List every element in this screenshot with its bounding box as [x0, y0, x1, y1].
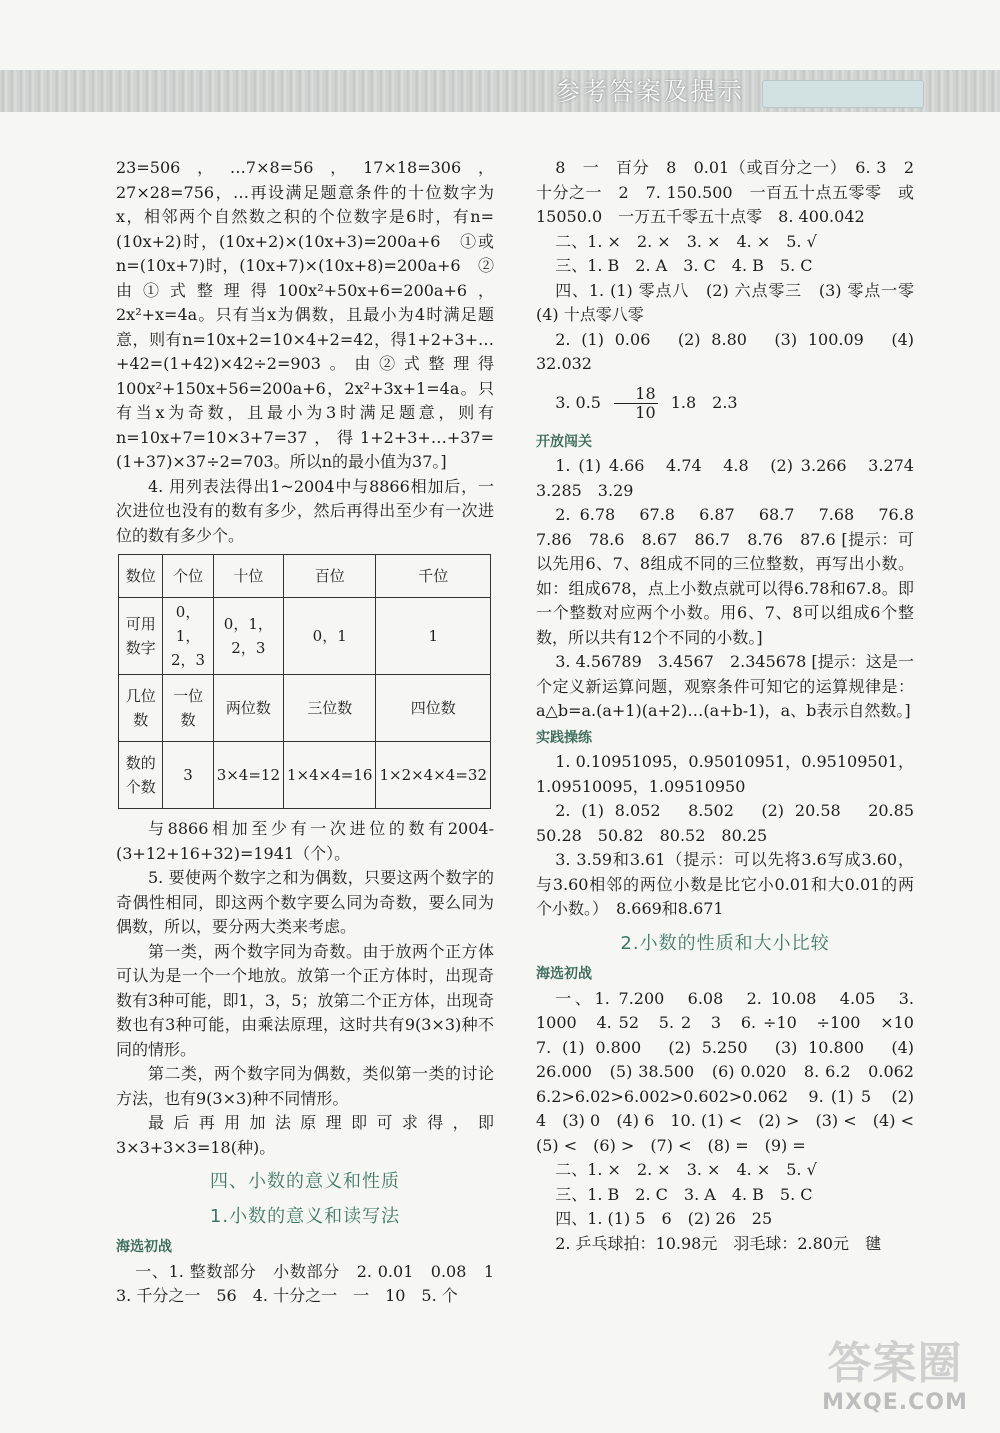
section-title: 1.小数的意义和读写法 — [209, 1205, 401, 1227]
paragraph: 四、1. (1) 5 6 (2) 26 25 — [555, 1209, 773, 1228]
fraction-numerator: 18 — [614, 385, 658, 404]
table-row — [119, 742, 491, 809]
left-column — [116, 156, 511, 1309]
paragraph: 2. 6.78 67.8 6.87 68.7 7.68 76.8 7.86 78.6 8.67 86.7 8.76 87.6 [提示：可以先用6、7、8组成不同的三位整数，再写出小数。如：组成678，点上小数点就可以得6.78和67.8。即一个整数对应两个小数。用6、7、8可以组成6个整数，所以共有12个不同的小数。] — [536, 505, 931, 647]
paragraph: 三、1. B 2. A 3. C 4. B 5. C — [555, 256, 813, 275]
paragraph: 4. 用列表法得出1~2004中与8866相加后，一次进位也没有的数有多少，然后再得出至少有一次进位的数有多少个。 — [116, 476, 494, 545]
table-cell: 两位数 — [213, 675, 283, 742]
paragraph: 3. 3.59和3.61（提示：可以先将3.6写成3.60，与3.60相邻的两位小数是比它小0.01和大0.01的两个小数。） 8.669和8.671 — [536, 850, 914, 918]
table-cell: 0，1，2，3 — [213, 598, 283, 675]
watermark-url: MXQE.COM — [822, 1390, 968, 1415]
answer-text: 1.8 2.3 — [670, 392, 738, 412]
paragraph: 第二类，两个数字同为偶数，类似第一类的讨论方法，也有9(3×3)种不同情形。 — [116, 1064, 494, 1108]
table-cell: 3 — [163, 742, 213, 809]
table-cell: 0，1 — [284, 598, 376, 675]
header-title: 参考答案及提示 — [555, 77, 745, 106]
paragraph: 与8866相加至少有一次进位的数有2004-(3+12+16+32)=1941（个）。 — [116, 819, 494, 863]
table-cell: 个位 — [163, 555, 213, 598]
section-label: 海选初战 — [536, 966, 592, 982]
paragraph: 最后再用加法原理即可求得，即3×3+3×3=18(种)。 — [116, 1113, 494, 1157]
paragraph: 三、1. B 2. C 3. A 4. B 5. C — [555, 1184, 813, 1204]
table-cell: 百位 — [284, 555, 376, 598]
paragraph: 四、1. (1) 零点八 (2) 六点零三 (3) 零点一零 (4) 十点零八零 — [536, 280, 931, 324]
paragraph: 3. 4.56789 3.4567 2.345678 [提示：这是一个定义新运算问题，观察条件可知它的运算规律是：a△b=a.(a+1)(a+2)…(a+b-1)，a、b表示自然数。] — [536, 652, 914, 720]
table-cell: 可用数字 — [119, 598, 163, 675]
fraction-denominator: 10 — [635, 402, 656, 422]
answer-text: 3. 0.5 — [555, 392, 601, 412]
table-row — [119, 675, 491, 742]
section-label: 实践操练 — [536, 729, 592, 746]
watermark — [805, 1338, 985, 1423]
paragraph: 一、1. 整数部分 小数部分 2. 0.01 0.08 1 3. 千分之一 56 4. 十分之一 一 10 5. 个 — [116, 1261, 511, 1305]
table-cell: 三位数 — [284, 675, 376, 742]
table-cell: 数位 — [119, 555, 163, 598]
paragraph: 二、1. × 2. × 3. × 4. × 5. √ — [555, 1160, 817, 1179]
table-cell: 1×2×4×4=32 — [376, 742, 491, 809]
paragraph: 23=506，…7×8=56，17×18=306，27×28=756，…再设满足题意条件的十位数字为x，相邻两个自然数之积的个位数字是6时，有n=(10x+2)时，(10x+2)×(10x+3)=200a+6 ①或n=(10x+7)时，(10x+7)×(10x+8)=200a+6 ② 由①式整理得100x²+50x+6=200a+6，2x²+x=4a。只有当x为偶数，且最小为4时满足题意，则有n=10x+2=10×4+2=42，得1+2+3+…+42=(1+42)×42÷2=903。由②式整理得100x²+150x+56=200a+6，2x²+3x+1=4a。只有当x为奇数，且最小为3时满足题意，则有n=10x+7=10×3+7=37，得1+2+3+…+37=(1+37)×37÷2=703。所以n的最小值为37。] — [116, 158, 511, 471]
table-cell: 几位数 — [119, 675, 163, 742]
fraction — [614, 385, 658, 422]
table-cell: 1×4×4=16 — [284, 742, 376, 809]
table-cell: 千位 — [376, 555, 491, 598]
paragraph: 8 一 百分 8 0.01（或百分之一） 6. 3 2 十分之一 2 7. 150.500 一百五十点五零零 或15050.0 一万五千零五十点零 8. 400.042 — [536, 158, 931, 226]
digit-table — [118, 554, 491, 809]
table-cell: 数的个数 — [119, 742, 163, 809]
section-title: 2.小数的性质和大小比较 — [620, 932, 830, 954]
header-tab — [762, 80, 924, 108]
paragraph: 一、1. 7.200 6.08 2. 10.08 4.05 3. 1000 4. 52 5. 2 3 6. ÷10 ÷100 ×10 7. (1) 0.800 (2) 5.250 (3) 10.800 (4) 26.000 (5) 38.500 (6) 0.020 8. 6.2 0.062 6.2>6.02>6.002>0.602>0.062 9. (1) 5 (2) 4 (3) 0 (4) 6 10. (1) < (2) > (3) < (4) < (5) < (6) > (7) < (8) = (9) = — [536, 988, 931, 1155]
paragraph — [536, 385, 914, 422]
table-row — [119, 555, 491, 598]
paragraph: 2. 乒乓球拍：10.98元 羽毛球：2.80元 毽 — [555, 1233, 881, 1253]
watermark-logo: 答案圈 — [827, 1338, 963, 1389]
section-label: 开放闯关 — [536, 433, 592, 450]
section-label: 海选初战 — [116, 1239, 172, 1255]
paragraph: 1. 0.10951095，0.95010951，0.95109501，1.09510095，1.09510950 — [536, 752, 914, 796]
table-cell: 1 — [376, 598, 491, 675]
table-cell: 十位 — [213, 555, 283, 598]
paragraph: 2. (1) 8.052 8.502 (2) 20.58 20.85 50.28 50.82 80.52 80.25 — [536, 801, 931, 845]
table-cell: 3×4=12 — [213, 742, 283, 809]
chapter-title: 四、小数的意义和性质 — [210, 1171, 400, 1192]
table-cell: 一位数 — [163, 675, 213, 742]
paragraph: 二、1. × 2. × 3. × 4. × 5. √ — [555, 231, 817, 251]
table-cell: 四位数 — [376, 675, 491, 742]
paragraph: 5. 要使两个数字之和为偶数，只要这两个数字的奇偶性相同，即这两个数字要么同为奇数，要么同为偶数，所以，要分两大类来考虑。 — [116, 868, 494, 936]
table-cell: 0，1，2，3 — [163, 598, 213, 675]
paragraph: 1. (1) 4.66 4.74 4.8 (2) 3.266 3.274 3.285 3.29 — [536, 456, 931, 500]
paragraph: 2. (1) 0.06 (2) 8.80 (3) 100.09 (4) 32.032 — [536, 329, 914, 373]
right-column — [536, 156, 931, 1256]
paragraph: 第一类，两个数字同为奇数。由于放两个正方体可认为是一个一个地放。放第一个正方体时，出现奇数有3种可能，即1，3，5；放第二个正方体，出现奇数也有3种可能，由乘法原理，这时共有9(3×3)种不同的情形。 — [116, 941, 494, 1059]
table-row — [119, 598, 491, 675]
